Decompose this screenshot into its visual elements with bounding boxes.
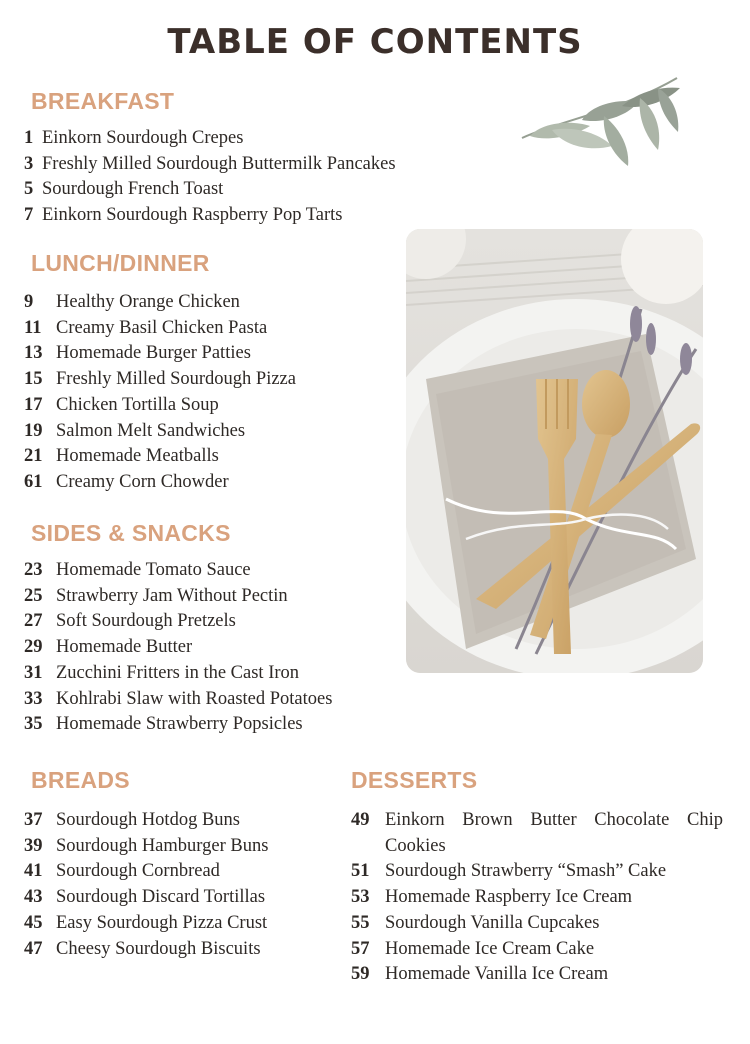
list-item[interactable] (24, 290, 394, 316)
recipe-title: Homemade Ice Cream Cake (385, 938, 595, 959)
list-item[interactable] (24, 635, 394, 661)
list-item[interactable] (24, 177, 424, 203)
cutlery-photo-icon (406, 229, 703, 673)
page-number: 33 (24, 688, 43, 709)
page-number: 55 (351, 912, 370, 933)
recipe-title: Homemade Raspberry Ice Cream (385, 887, 633, 908)
recipe-title: Creamy Basil Chicken Pasta (56, 317, 268, 338)
list-item[interactable] (24, 316, 394, 342)
recipe-title: Homemade Meatballs (56, 446, 219, 467)
recipe-title: Einkorn Sourdough Raspberry Pop Tarts (42, 205, 343, 226)
recipe-title: Freshly Milled Sourdough Buttermilk Pancakes (42, 153, 396, 174)
desserts-heading: DESSERTS (351, 767, 478, 793)
page-number: 37 (24, 810, 43, 830)
breakfast-heading: BREAKFAST (31, 88, 175, 114)
recipe-title: Sourdough Cornbread (56, 861, 220, 882)
list-item[interactable] (24, 126, 424, 152)
page-number: 57 (351, 938, 370, 959)
recipe-title: Einkorn Sourdough Crepes (42, 128, 244, 148)
recipe-title: Homemade Tomato Sauce (56, 560, 251, 580)
leaf-sprig-icon (512, 70, 687, 175)
recipe-title: Chicken Tortilla Soup (56, 394, 219, 415)
list-item[interactable] (24, 687, 394, 713)
list-item[interactable] (24, 393, 394, 419)
list-item[interactable] (24, 808, 334, 834)
page-number: 27 (24, 611, 43, 632)
page-number: 23 (24, 560, 43, 580)
recipe-title: Easy Sourdough Pizza Crust (56, 912, 268, 933)
page-number: 9 (24, 292, 34, 312)
list-item[interactable] (351, 859, 723, 885)
page-number: 47 (24, 938, 43, 959)
list-item[interactable] (24, 367, 394, 393)
page-number: 31 (24, 662, 43, 683)
recipe-title: Creamy Corn Chowder (56, 471, 229, 492)
recipe-title: Homemade Strawberry Popsicles (56, 714, 303, 735)
breads-heading: BREADS (31, 767, 130, 793)
cutlery-photo (406, 229, 703, 673)
recipe-title: Healthy Orange Chicken (56, 292, 240, 312)
page-number: 11 (24, 317, 42, 338)
list-item[interactable] (351, 937, 723, 963)
recipe-title: Homemade Vanilla Ice Cream (385, 964, 609, 985)
sides-snacks-list (24, 558, 394, 738)
recipe-title: Salmon Melt Sandwiches (56, 420, 246, 441)
page-number: 17 (24, 394, 43, 415)
breakfast-list (24, 126, 424, 229)
list-item[interactable] (24, 341, 394, 367)
recipe-title: Sourdough Strawberry “Smash” Cake (385, 861, 667, 882)
page-number: 61 (24, 471, 43, 492)
recipe-title: Sourdough French Toast (42, 179, 224, 200)
recipe-title: Sourdough Discard Tortillas (56, 887, 266, 908)
recipe-title: Sourdough Hamburger Buns (56, 835, 269, 856)
lunch-dinner-heading: LUNCH/DINNER (31, 250, 210, 276)
sides-snacks-heading: SIDES & SNACKS (31, 520, 231, 546)
breads-list (24, 808, 334, 962)
list-item[interactable] (24, 470, 394, 496)
page-number: 5 (24, 179, 34, 200)
list-item[interactable] (351, 962, 723, 988)
recipe-title: Homemade Butter (56, 637, 193, 658)
desserts-list (351, 808, 723, 988)
page-number: 35 (24, 714, 43, 735)
recipe-title: Homemade Burger Patties (56, 343, 251, 364)
page-number: 15 (24, 369, 43, 390)
page-number: 21 (24, 446, 43, 467)
list-item[interactable] (24, 712, 394, 738)
lunch-dinner-list (24, 290, 394, 496)
recipe-title: Freshly Milled Sourdough Pizza (56, 369, 296, 390)
list-item[interactable] (24, 558, 394, 584)
list-item[interactable] (24, 885, 334, 911)
page-number: 25 (24, 585, 43, 606)
list-item[interactable] (24, 834, 334, 860)
page-number: 51 (351, 861, 370, 882)
page-number: 43 (24, 887, 43, 908)
recipe-title: Strawberry Jam Without Pectin (56, 585, 288, 606)
list-item[interactable] (351, 885, 723, 911)
recipe-title: Soft Sourdough Pretzels (56, 611, 236, 632)
list-item[interactable] (24, 937, 334, 963)
list-item[interactable] (351, 911, 723, 937)
page-number: 59 (351, 964, 370, 985)
page-number: 53 (351, 887, 370, 908)
page-number: 1 (24, 128, 34, 148)
page-number: 49 (351, 810, 370, 830)
recipe-title: Kohlrabi Slaw with Roasted Potatoes (56, 688, 333, 709)
list-item[interactable] (24, 203, 424, 229)
page-number: 3 (24, 153, 34, 174)
list-item[interactable] (24, 152, 424, 178)
list-item[interactable] (24, 911, 334, 937)
list-item[interactable] (24, 661, 394, 687)
list-item[interactable] (351, 808, 723, 859)
recipe-title: Sourdough Vanilla Cupcakes (385, 912, 600, 933)
recipe-title: Zucchini Fritters in the Cast Iron (56, 662, 300, 683)
page-number: 41 (24, 861, 43, 882)
list-item[interactable] (24, 444, 394, 470)
page-number: 39 (24, 835, 43, 856)
list-item[interactable] (24, 584, 394, 610)
list-item[interactable] (24, 859, 334, 885)
list-item[interactable] (24, 419, 394, 445)
list-item[interactable] (24, 609, 394, 635)
page-number: 29 (24, 637, 43, 658)
recipe-title: Cheesy Sourdough Biscuits (56, 938, 261, 959)
recipe-title: Sourdough Hotdog Buns (56, 810, 240, 830)
recipe-title: Einkorn Brown Butter Chocolate Chip Cookies (385, 810, 723, 856)
page-title: TABLE OF CONTENTS (167, 22, 583, 62)
page-number: 45 (24, 912, 43, 933)
page-number: 19 (24, 420, 43, 441)
page-number: 7 (24, 205, 34, 226)
page-number: 13 (24, 343, 43, 364)
